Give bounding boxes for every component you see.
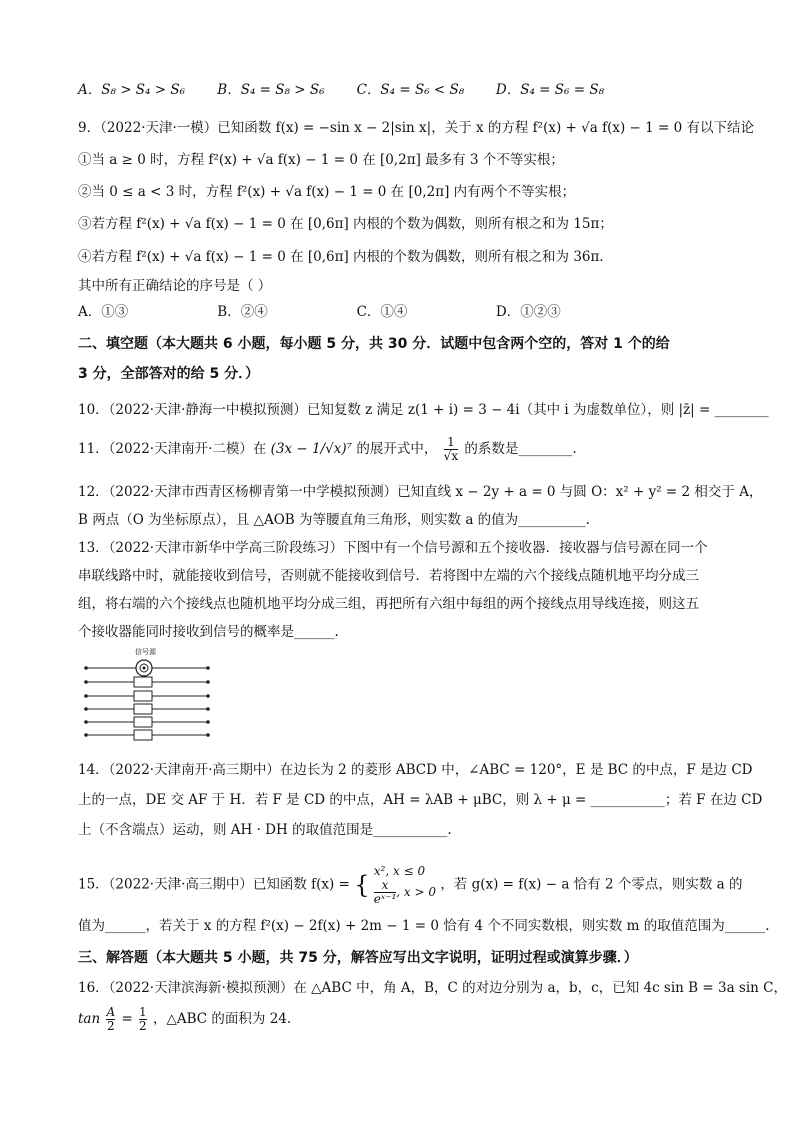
section-2-heading-line2: 3 分，全部答对的给 5 分．） (78, 366, 260, 382)
q13-line4: 个接收器能同时接收到信号的概率是______. (78, 624, 339, 640)
q9-option-d: D．①②③ (495, 304, 561, 320)
q9-options (78, 302, 736, 322)
q13-circuit-figure (80, 646, 215, 744)
q9-stem: 9．（2022·天津·一模）已知函数 f(x) = −sin x − 2|sin x|，关于 x 的方程 f²(x) + √a f(x) − 1 = 0 有以下结论 (78, 120, 754, 136)
q11-fraction-denominator: √x (443, 449, 459, 463)
signal-source-icon (136, 660, 152, 676)
q13-line2: 串联线路中时，就能接收到信号，否则就不能接收到信号．若将图中左端的六个接线点随机地平均分成三 (78, 568, 699, 584)
q16-line2 (78, 1006, 736, 1033)
q8-options (78, 80, 736, 100)
section-2-heading-line1: 二、填空题（本大题共 6 小题，每小题 5 分，共 30 分．试题中包含两个空的，答对 1 个的给 (78, 336, 670, 352)
q15-case-2-denominator: eˣ⁻¹ (373, 892, 397, 906)
q16-line2-suffix: ，△ABC 的面积为 24. (152, 1011, 292, 1027)
q8-option-a: A．S₈ > S₄ > S₆ (78, 82, 186, 98)
q16-tan-numerator: A (106, 1005, 116, 1019)
q12-line2: B 两点（O 为坐标原点），且 △AOB 为等腰直角三角形，则实数 a 的值为__________. (78, 512, 590, 528)
receiver-3 (134, 704, 152, 714)
q16-half-fraction (139, 1006, 147, 1033)
receiver-2 (134, 691, 152, 701)
q16-line1: 16．（2022·天津滨海新·模拟预测）在 △ABC 中，角 A，B，C 的对边分别为 a，b，c，已知 4c sin B = 3a sin C， (78, 980, 787, 996)
q9-conclusion-3: ③若方程 f²(x) + √a f(x) − 1 = 0 在 [0,6π] 内根的个数为偶数，则所有根之和为 15π； (78, 216, 613, 232)
q15-line1 (78, 864, 743, 906)
q16-half-numerator: 1 (139, 1005, 147, 1019)
q14-line3: 上（不含端点）运动，则 AH · DH 的取值范围是___________. (78, 822, 452, 838)
q9-conclusion-1: ①当 a ≥ 0 时，方程 f²(x) + √a f(x) − 1 = 0 在 [0,2π] 最多有 3 个不等实根； (78, 152, 564, 168)
q9-option-a: A．①③ (78, 304, 129, 320)
q8-option-c: C．S₄ = S₆ < S₈ (356, 82, 465, 98)
q15-case-2 (374, 879, 436, 906)
q15-case-2-condition: , x > 0 (396, 885, 437, 899)
q11-prefix: 11．（2022·天津南开·二模）在 (78, 441, 267, 457)
q15-piecewise-cases (374, 864, 436, 906)
q11-middle: 的展开式中， (356, 441, 438, 457)
receiver-4 (134, 717, 152, 727)
q9-conclusion-4: ④若方程 f²(x) + √a f(x) − 1 = 0 在 [0,6π] 内根的个数为偶数，则所有根之和为 36π． (78, 249, 613, 265)
q14-line1: 14．（2022·天津南开·高三期中）在边长为 2 的菱形 ABCD 中，∠ABC = 120°，E 是 BC 的中点，F 是边 CD (78, 762, 753, 778)
q15-case-2-fraction (374, 879, 397, 906)
q13-signal-source-label: 信号源 (135, 648, 156, 656)
q11-text (78, 436, 736, 463)
q15-piecewise-brace-icon: { (354, 871, 370, 899)
q14-line2: 上的一点，DE 交 AF 于 H．若 F 是 CD 的中点，AH = λAB + μBC，则 λ + μ = ___________；若 F 在边 CD (78, 792, 763, 808)
q15-line2: 值为______，若关于 x 的方程 f²(x) − 2f(x) + 2m − 1 = 0 恰有 4 个不同实数根，则实数 m 的取值范围为______. (78, 918, 770, 934)
q15-prefix: 15．（2022·天津·高三期中）已知函数 f(x) = (78, 876, 350, 893)
q11-fraction-numerator: 1 (444, 436, 458, 450)
q9-conclusion-2: ②当 0 ≤ a < 3 时，方程 f²(x) + √a f(x) − 1 = 0 在 [0,2π] 内有两个不等实根； (78, 184, 576, 200)
q12-line1: 12．（2022·天津市西青区杨柳青第一中学模拟预测）已知直线 x − 2y + a = 0 与圆 O：x² + y² = 2 相交于 A， (78, 484, 763, 500)
q16-tan-label: tan (78, 1011, 101, 1027)
q8-option-d: D．S₄ = S₆ = S₈ (495, 82, 604, 98)
q11-expression: (3x − 1/√x)⁷ (270, 441, 353, 457)
receiver-1 (134, 677, 152, 687)
q15-case-2-numerator: x (374, 879, 397, 893)
q15-case-1: x², x ≤ 0 (373, 864, 426, 878)
q9-question: 其中所有正确结论的序号是（ ） (78, 278, 272, 294)
q15-suffix: ，若 g(x) = f(x) − a 恰有 2 个零点，则实数 a 的 (440, 876, 743, 893)
q13-line1: 13．（2022·天津市新华中学高三阶段练习）下图中有一个信号源和五个接收器．接收器与信号源在同一个 (78, 540, 708, 556)
q9-option-c: C．①④ (356, 304, 408, 320)
receiver-5 (134, 730, 152, 740)
section-3-heading: 三、解答题（本大题共 5 小题，共 75 分，解答应写出文字说明，证明过程或演算步骤．） (78, 950, 638, 966)
q16-tan-denominator: 2 (106, 1019, 115, 1033)
q11-suffix: 的系数是________. (464, 441, 577, 457)
q16-tan-fraction (106, 1006, 115, 1033)
q11-fraction (444, 436, 458, 463)
q10-text: 10．（2022·天津·静海一中模拟预测）已知复数 z 满足 z(1 + i) = 3 − 4i（其中 i 为虚数单位），则 |z̄| = ________ (78, 402, 769, 418)
q9-option-b: B．②④ (217, 304, 268, 320)
q16-equals: = (121, 1011, 133, 1027)
q16-half-denominator: 2 (139, 1019, 147, 1033)
q13-line3: 组，将右端的六个接线点也随机地平均分成三组，再把所有六组中每组的两个接线点用导线连接，则这五 (78, 596, 699, 612)
q8-option-b: B．S₄ = S₈ > S₆ (217, 82, 325, 98)
